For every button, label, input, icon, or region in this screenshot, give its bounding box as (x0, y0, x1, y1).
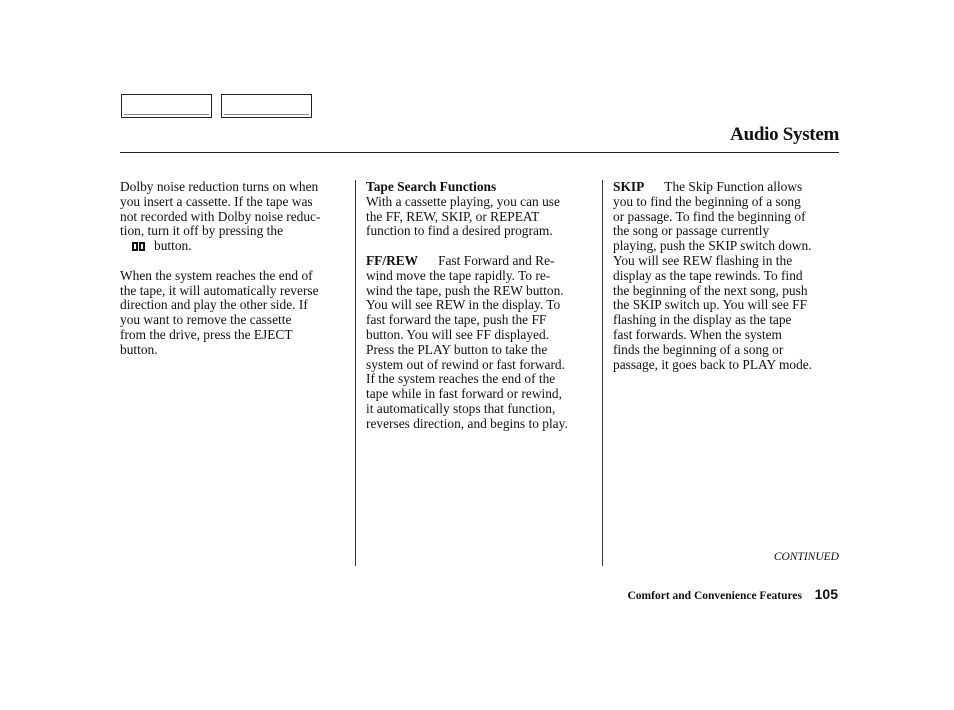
col2-para1-line: function to find a desired program. (366, 223, 553, 239)
page-title: Audio System (730, 124, 839, 145)
title-divider (120, 152, 839, 153)
skip-line: or passage. To find the beginning of (613, 208, 806, 224)
col1-para2-line: you want to remove the cassette (120, 312, 292, 328)
skip-line: the SKIP switch up. You will see FF (613, 297, 808, 313)
footer-section-title: Comfort and Convenience Features (627, 590, 802, 602)
col1-para2-line: button. (120, 341, 158, 357)
skip-line: the beginning of the next song, push (613, 282, 808, 298)
ffrew-term: FF/REW (366, 252, 419, 268)
col1-para1-line: tion, turn it off by pressing the (120, 223, 284, 239)
ffrew-line: Press the PLAY button to take the (366, 341, 548, 357)
nav-next-button[interactable] (221, 94, 312, 118)
skip-line: playing, push the SKIP switch down. (613, 238, 812, 254)
col1-dolby-line (120, 239, 320, 254)
column-divider (355, 180, 356, 566)
col1-para1-line: not recorded with Dolby noise reduc- (120, 208, 321, 224)
ffrew-line: reverses direction, and begins to play. (366, 415, 568, 431)
ffrew-line: wind the tape, push the REW button. (366, 282, 564, 298)
section-heading: Tape Search Functions (366, 179, 497, 194)
col1-para2-line: the tape, it will automatically reverse (120, 282, 319, 298)
col1-para2-line: from the drive, press the EJECT (120, 326, 293, 342)
dolby-nr-icon (132, 242, 146, 251)
ffrew-line: it automatically stops that function, (366, 400, 556, 416)
page-number: 105 (814, 586, 838, 602)
ffrew-line: button. You will see FF displayed. (366, 326, 550, 342)
ffrew-line: wind move the tape rapidly. To re- (366, 267, 551, 283)
skip-line: finds the beginning of a song or (613, 341, 784, 357)
skip-line: You will see REW flashing in the (613, 252, 793, 268)
ffrew-line: If the system reaches the end of the (366, 371, 556, 387)
col1-button-suffix: button. (154, 238, 192, 254)
skip-term: SKIP (613, 179, 645, 194)
col2-para1-line: With a cassette playing, you can use (366, 193, 560, 209)
skip-line: display as the tape rewinds. To find (613, 267, 803, 283)
col1-para2-line: When the system reaches the end of (120, 267, 313, 283)
column-1 (120, 180, 320, 358)
col1-para1-line: you insert a cassette. If the tape was (120, 193, 313, 209)
continued-label: CONTINUED (773, 551, 839, 563)
skip-line: fast forwards. When the system (613, 326, 782, 342)
skip-line: you to find the beginning of a song (613, 193, 801, 209)
column-divider (602, 180, 603, 566)
ffrew-line: fast forward the tape, push the FF (366, 312, 547, 328)
ffrew-first-text: Fast Forward and Re- (438, 252, 555, 268)
skip-first-line (613, 180, 812, 195)
skip-first-text: The Skip Function allows (664, 179, 803, 194)
ffrew-line: system out of rewind or fast forward. (366, 356, 565, 372)
ffrew-first-line (366, 254, 568, 269)
col1-para2-line: direction and play the other side. If (120, 297, 308, 313)
skip-line: the song or passage currently (613, 223, 770, 239)
ffrew-line: You will see REW in the display. To (366, 297, 561, 313)
col1-para1-line: Dolby noise reduction turns on when (120, 179, 319, 194)
column-2 (366, 180, 568, 432)
skip-line: passage, it goes back to PLAY mode. (613, 356, 813, 372)
skip-line: flashing in the display as the tape (613, 312, 792, 328)
column-3 (613, 180, 812, 372)
col2-para1-line: the FF, REW, SKIP, or REPEAT (366, 208, 540, 224)
ffrew-line: tape while in fast forward or rewind, (366, 386, 562, 402)
nav-prev-button[interactable] (121, 94, 212, 118)
